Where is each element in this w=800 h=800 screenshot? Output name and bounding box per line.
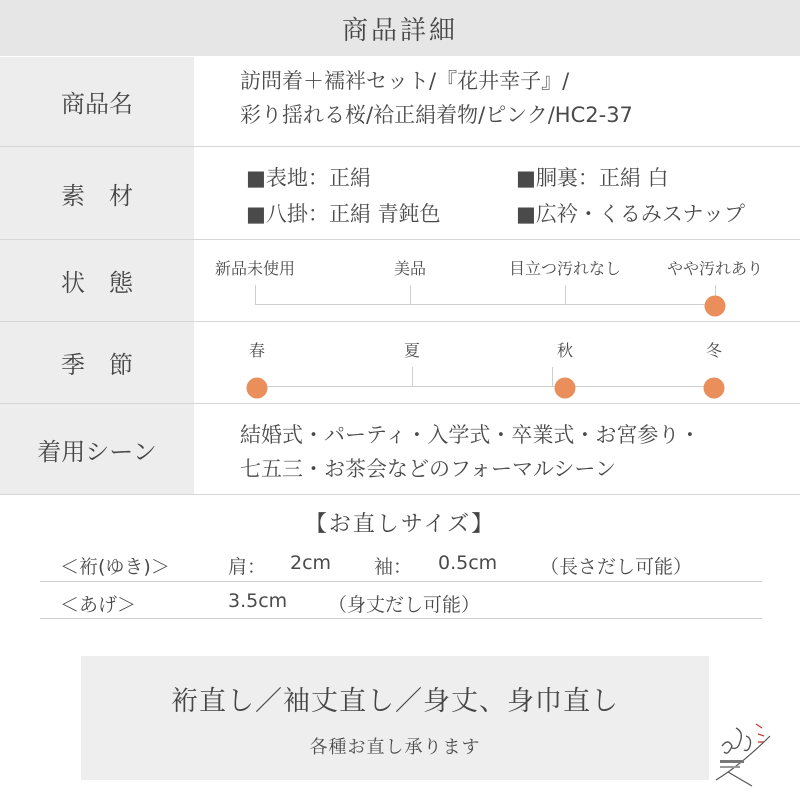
size-sleeve-value: 0.5cm <box>438 552 498 574</box>
kimono-logo-icon <box>712 706 776 788</box>
scene-value <box>240 418 700 486</box>
size-age-label: ＜あげ＞ <box>60 594 137 616</box>
size-age-note: （身丈だし可能） <box>328 594 481 616</box>
season-tick <box>412 367 413 386</box>
size-age-value: 3.5cm <box>228 590 288 612</box>
material-item-4: ■広衿・くるみスナップ <box>516 202 746 226</box>
size-yuki-label: ＜裄(ゆき)＞ <box>60 556 170 578</box>
season-scale-line <box>257 386 714 387</box>
season-winter: 冬 <box>705 341 723 360</box>
season-dot-spring <box>247 378 268 399</box>
size-yuki-note: （長さだし可能） <box>540 556 693 578</box>
alteration-note: 各種お直し承ります <box>309 737 481 758</box>
material-item-1: ■表地：正絹 <box>246 166 371 190</box>
row-label-scene: 着用シーン <box>0 404 194 494</box>
condition-tick <box>565 285 566 304</box>
material-item-2: ■胴裏：正絹 白 <box>516 166 669 190</box>
size-shoulder-label: 肩： <box>228 556 267 578</box>
row-label-material: 素 材 <box>0 147 194 239</box>
scene-line-1: 結婚式・パーティ・入学式・卒業式・お宮参り・ <box>240 423 701 447</box>
product-name-value <box>240 64 633 132</box>
scene-line-2: 七五三・お茶会などのフォーマルシーン <box>240 457 617 481</box>
row-label-condition: 状 態 <box>0 240 194 321</box>
condition-tick <box>255 285 256 304</box>
season-spring: 春 <box>248 341 266 360</box>
condition-scale-line <box>255 304 715 305</box>
row-label-product-name: 商品名 <box>0 57 194 146</box>
row-label-season: 季 節 <box>0 322 194 403</box>
size-sleeve-label: 袖： <box>374 556 413 578</box>
condition-option-slight-stain: やや汚れあり <box>666 259 764 278</box>
season-autumn: 秋 <box>556 341 574 360</box>
size-divider <box>40 581 762 582</box>
condition-selected-dot <box>705 296 726 317</box>
product-name-line-1: 訪問着＋襦袢セット/『花井幸子』/ <box>240 69 570 93</box>
material-item-3: ■八掛：正絹 青鈍色 <box>246 202 441 226</box>
condition-option-new: 新品未使用 <box>214 259 296 278</box>
divider <box>0 494 800 495</box>
season-summer: 夏 <box>403 341 421 360</box>
condition-option-good: 美品 <box>393 259 427 278</box>
season-dot-autumn <box>555 378 576 399</box>
size-divider <box>40 618 762 619</box>
alteration-box <box>81 656 709 780</box>
product-name-line-2: 彩り揺れる桜/袷正絹着物/ピンク/HC2-37 <box>240 103 633 127</box>
alteration-services: 裄直し／袖丈直し／身丈、身巾直し <box>171 686 619 717</box>
size-shoulder-value: 2cm <box>290 552 332 574</box>
condition-tick <box>410 285 411 304</box>
size-section-title: 【お直しサイズ】 <box>304 512 496 537</box>
season-tick <box>552 367 553 386</box>
season-dot-winter <box>704 378 725 399</box>
condition-option-no-stain: 目立つ汚れなし <box>508 259 622 278</box>
page-title: 商品詳細 <box>0 0 800 56</box>
